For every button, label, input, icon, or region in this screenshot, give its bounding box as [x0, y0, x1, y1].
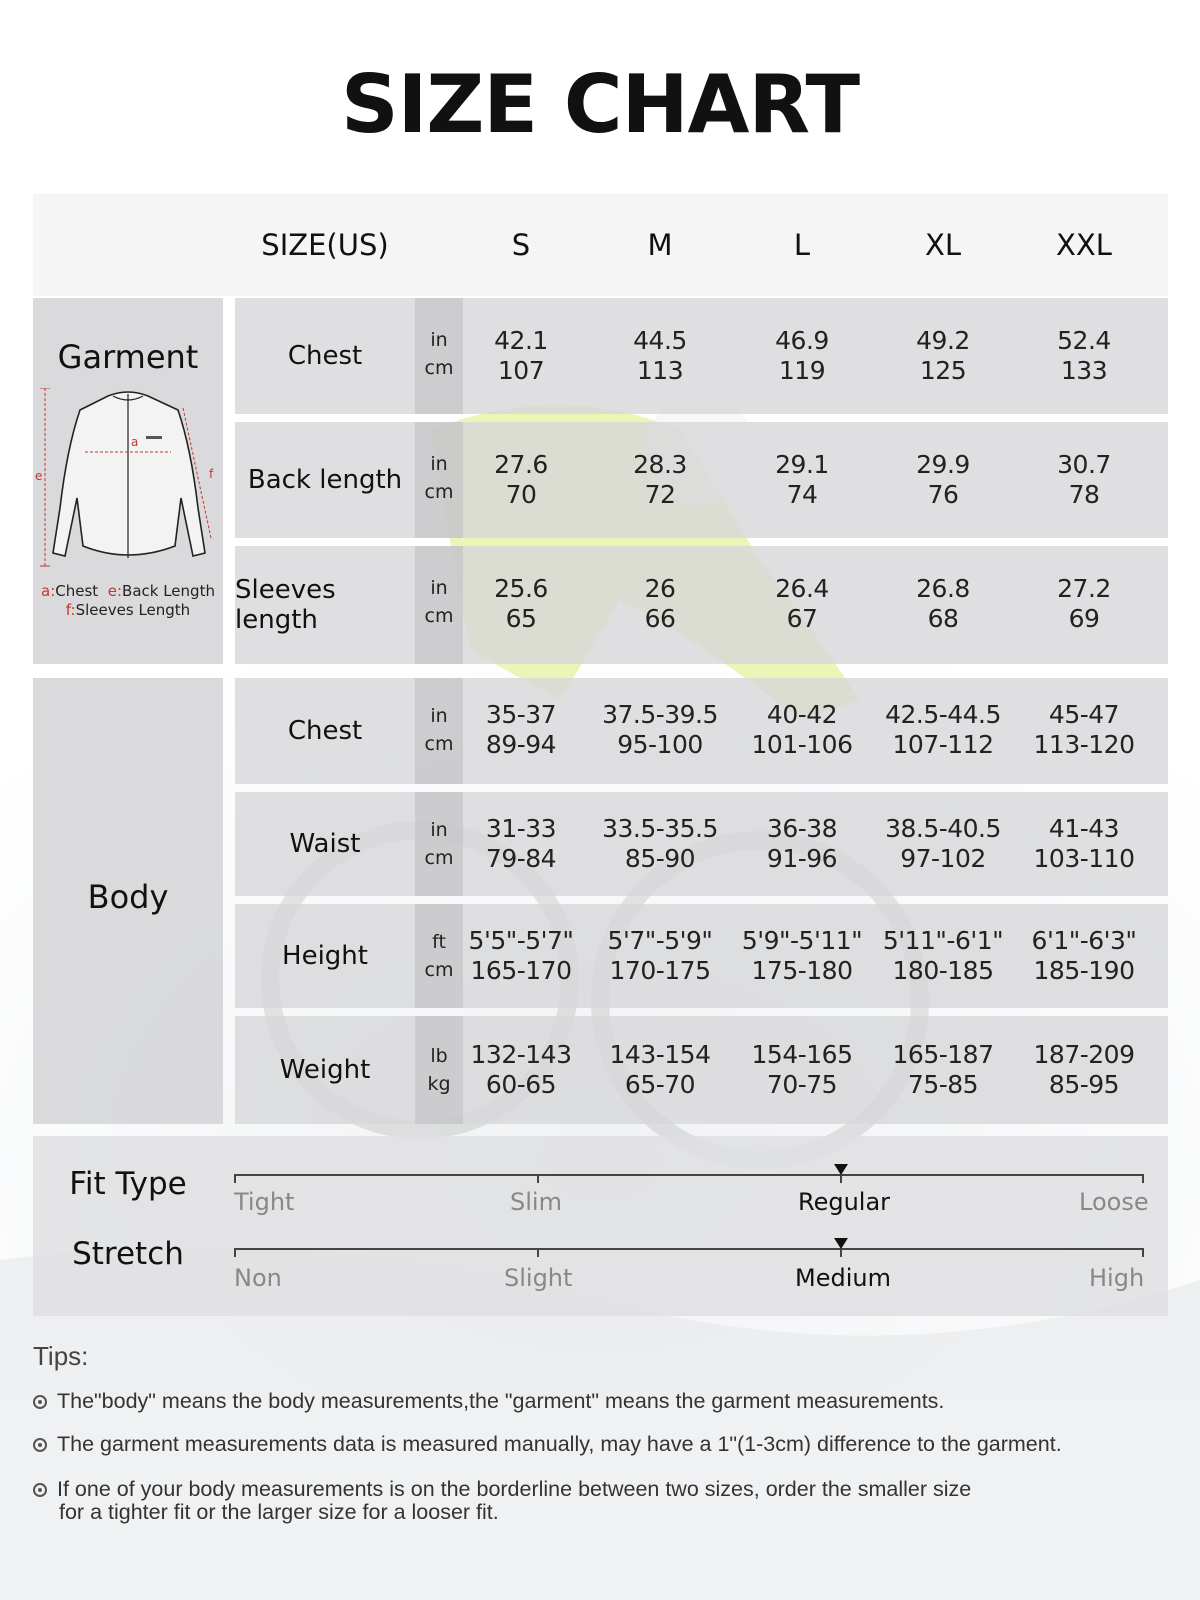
unit-label: cm — [424, 733, 454, 755]
tip-item — [33, 1478, 1173, 1524]
cell-value: 45-47 — [1048, 700, 1120, 729]
cell-value: 6'1"-6'3" — [1031, 926, 1137, 955]
cell-value: 67 — [786, 604, 818, 633]
legend-text-back-length: Back Length — [122, 582, 215, 600]
garment-side-panel — [33, 298, 223, 664]
cell-value: 101-106 — [751, 730, 853, 759]
garment-section-label: Garment — [57, 338, 199, 376]
row-label-back-length: Back length — [247, 465, 403, 495]
cell-value: 180-185 — [892, 956, 994, 985]
cell-value: 69 — [1068, 604, 1100, 633]
cell-value: 76 — [927, 480, 959, 509]
cell-value: 70-75 — [766, 1070, 838, 1099]
cell-value: 49.2 — [916, 326, 970, 355]
cell-value: 40-42 — [766, 700, 838, 729]
cell-value: 35-37 — [485, 700, 557, 729]
size-us-header: SIZE(US) — [261, 228, 389, 262]
fit-type-scale — [234, 1174, 1144, 1176]
cell-value: 5'7"-5'9" — [607, 926, 713, 955]
cell-value: 28.3 — [633, 450, 687, 479]
legend-key-f: f: — [65, 601, 76, 619]
cell-value: 85-95 — [1048, 1070, 1120, 1099]
cell-value: 5'9"-5'11" — [741, 926, 863, 955]
scale-tick — [537, 1174, 539, 1183]
cell-value: 89-94 — [485, 730, 557, 759]
table-row — [235, 904, 1168, 1008]
cell-value: 27.6 — [494, 450, 548, 479]
cell-value: 38.5-40.5 — [885, 814, 1001, 843]
stretch-scale — [234, 1248, 1144, 1250]
cell-value: 60-65 — [485, 1070, 557, 1099]
table-row — [235, 1016, 1168, 1124]
unit-label: cm — [424, 481, 454, 503]
scale-tick — [234, 1174, 236, 1183]
cell-value: 185-190 — [1033, 956, 1135, 985]
size-header-s: S — [511, 228, 531, 262]
cell-value: 125 — [919, 356, 967, 385]
table-row — [235, 422, 1168, 538]
cell-value: 91-96 — [766, 844, 838, 873]
tip-text-continued: for a tighter fit or the larger size for a looser fit. — [59, 1500, 499, 1524]
cell-value: 143-154 — [609, 1040, 711, 1069]
cell-value: 25.6 — [494, 574, 548, 603]
unit-label: cm — [424, 357, 454, 379]
row-label-body-chest: Chest — [287, 716, 363, 746]
cell-value: 30.7 — [1057, 450, 1111, 479]
table-row — [235, 546, 1168, 664]
tip-text: The garment measurements data is measured manually, may have a 1"(1-3cm) difference to the garment. — [57, 1432, 1062, 1456]
cell-value: 37.5-39.5 — [602, 700, 718, 729]
diagram-mark-e: e — [35, 469, 43, 483]
table-header-row — [33, 194, 1168, 296]
body-section-label: Body — [87, 878, 169, 916]
tip-text: The"body" means the body measurements,the "garment" means the garment measurements. — [57, 1389, 945, 1413]
garment-legend — [33, 582, 223, 620]
tips-heading: Tips: — [33, 1341, 89, 1371]
cell-value: 65 — [505, 604, 537, 633]
cell-value: 79-84 — [485, 844, 557, 873]
legend-key-a: a: — [41, 582, 56, 600]
cell-value: 26.4 — [775, 574, 829, 603]
tip-item — [33, 1433, 1173, 1456]
cell-value: 170-175 — [609, 956, 711, 985]
stretch-option-slight: Slight — [504, 1264, 573, 1292]
cell-value: 72 — [644, 480, 676, 509]
unit-label: lb — [430, 1045, 448, 1067]
stretch-option-high: High — [1089, 1264, 1145, 1292]
diagram-mark-f: f — [209, 467, 214, 481]
cell-value: 113 — [636, 356, 684, 385]
cell-value: 187-209 — [1033, 1040, 1135, 1069]
cell-value: 41-43 — [1048, 814, 1120, 843]
stretch-selected-marker — [834, 1238, 848, 1249]
bullet-icon — [33, 1438, 47, 1452]
cell-value: 107-112 — [892, 730, 994, 759]
cell-value: 65-70 — [624, 1070, 696, 1099]
cell-value: 29.9 — [916, 450, 970, 479]
unit-label: in — [430, 819, 448, 841]
legend-key-e: e: — [107, 582, 123, 600]
fit-stretch-panel — [33, 1136, 1168, 1316]
scale-tick — [1142, 1174, 1144, 1183]
cell-value: 75-85 — [907, 1070, 979, 1099]
scale-tick — [1142, 1248, 1144, 1257]
scale-tick — [537, 1248, 539, 1257]
body-side-panel — [33, 678, 223, 1124]
row-label-sleeves-length: Sleeves length — [235, 575, 336, 635]
cell-value: 33.5-35.5 — [602, 814, 718, 843]
table-row — [235, 678, 1168, 784]
unit-label: in — [430, 705, 448, 727]
cell-value: 31-33 — [485, 814, 557, 843]
fit-option-regular: Regular — [798, 1188, 891, 1216]
tip-text: If one of your body measurements is on the borderline between two sizes, order the smaller size — [57, 1477, 972, 1501]
cell-value: 97-102 — [900, 844, 986, 873]
diagram-mark-a: a — [131, 435, 139, 449]
jacket-icon — [33, 388, 223, 578]
cell-value: 154-165 — [751, 1040, 853, 1069]
legend-text-chest: Chest — [55, 582, 99, 600]
size-header-xl: XL — [924, 228, 962, 262]
cell-value: 42.5-44.5 — [885, 700, 1001, 729]
cell-value: 44.5 — [633, 326, 687, 355]
bullet-icon — [33, 1483, 47, 1497]
size-table — [33, 194, 1168, 1124]
cell-value: 42.1 — [494, 326, 548, 355]
tip-item — [33, 1390, 1173, 1413]
cell-value: 85-90 — [624, 844, 696, 873]
size-header-m: M — [647, 228, 673, 262]
row-label-height: Height — [282, 941, 368, 971]
unit-label: in — [430, 577, 448, 599]
fit-type-label: Fit Type — [69, 1166, 187, 1202]
cell-value: 29.1 — [775, 450, 829, 479]
size-header-xxl: XXL — [1056, 228, 1112, 262]
cell-value: 113-120 — [1033, 730, 1135, 759]
cell-value: 74 — [786, 480, 818, 509]
table-row — [235, 298, 1168, 414]
cell-value: 68 — [927, 604, 959, 633]
cell-value: 132-143 — [470, 1040, 572, 1069]
unit-label: kg — [427, 1073, 451, 1095]
cell-value: 5'11"-6'1" — [882, 926, 1004, 955]
cell-value: 26 — [644, 574, 676, 603]
cell-value: 70 — [505, 480, 537, 509]
cell-value: 119 — [778, 356, 826, 385]
unit-label: in — [430, 453, 448, 475]
fit-option-slim: Slim — [510, 1188, 562, 1216]
cell-value: 133 — [1060, 356, 1108, 385]
cell-value: 165-187 — [892, 1040, 994, 1069]
scale-tick — [840, 1174, 842, 1183]
cell-value: 52.4 — [1057, 326, 1111, 355]
cell-value: 78 — [1068, 480, 1100, 509]
cell-value: 103-110 — [1033, 844, 1135, 873]
cell-value: 95-100 — [617, 730, 703, 759]
fit-option-tight: Tight — [234, 1188, 295, 1216]
cell-value: 5'5"-5'7" — [468, 926, 574, 955]
cell-value: 26.8 — [916, 574, 970, 603]
stretch-label: Stretch — [72, 1236, 184, 1272]
cell-value: 27.2 — [1057, 574, 1111, 603]
cell-value: 175-180 — [751, 956, 853, 985]
scale-tick — [234, 1248, 236, 1257]
table-row — [235, 792, 1168, 896]
bullet-icon — [33, 1395, 47, 1409]
jacket-diagram — [33, 388, 223, 578]
unit-label: ft — [432, 931, 446, 953]
fit-type-selected-marker — [834, 1164, 848, 1175]
row-label-waist: Waist — [289, 829, 361, 859]
row-label-weight: Weight — [279, 1055, 371, 1085]
cell-value: 36-38 — [766, 814, 838, 843]
stretch-option-non: Non — [234, 1264, 282, 1292]
unit-label: cm — [424, 847, 454, 869]
cell-value: 107 — [497, 356, 545, 385]
size-header-l: L — [793, 228, 811, 262]
cell-value: 66 — [644, 604, 676, 633]
unit-label: cm — [424, 605, 454, 627]
scale-tick — [840, 1248, 842, 1257]
unit-label: in — [430, 329, 448, 351]
fit-option-loose: Loose — [1079, 1188, 1149, 1216]
stretch-option-medium: Medium — [795, 1264, 891, 1292]
cell-value: 165-170 — [470, 956, 572, 985]
cell-value: 46.9 — [775, 326, 829, 355]
unit-label: cm — [424, 959, 454, 981]
legend-text-sleeves-length: Sleeves Length — [75, 601, 191, 619]
page-title: SIZE CHART — [340, 58, 860, 151]
row-label-garment-chest: Chest — [287, 341, 363, 371]
